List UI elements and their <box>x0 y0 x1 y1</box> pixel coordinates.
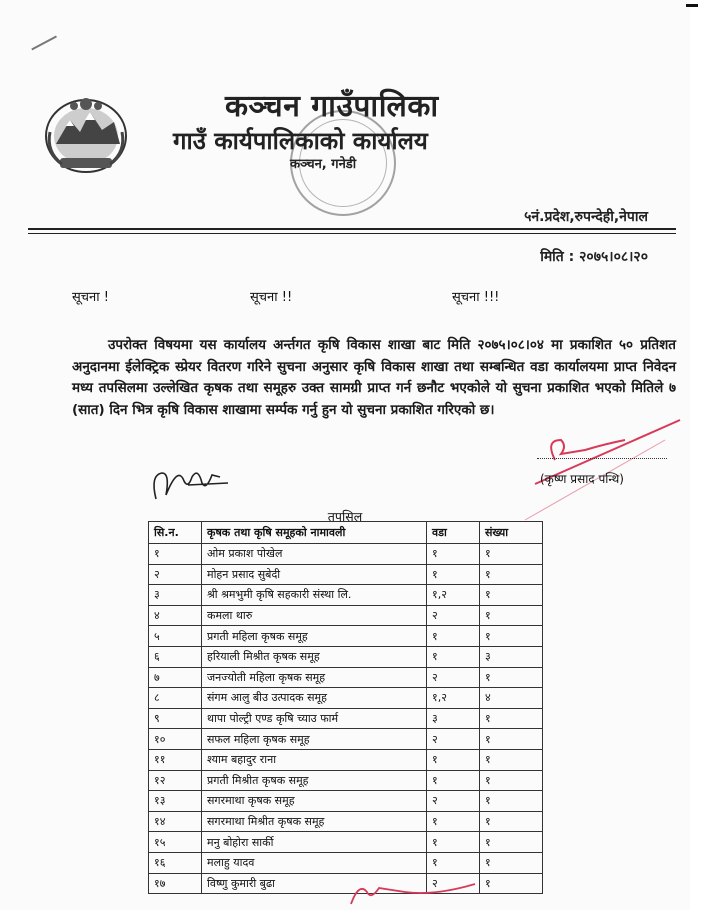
cell-count: १ <box>480 873 543 894</box>
cell-count: १ <box>480 564 543 585</box>
cell-serial: १० <box>149 729 202 750</box>
table-row <box>149 667 543 688</box>
cell-name: ओम प्रकाश पोखेल <box>202 544 427 565</box>
cell-name: प्रगती मिश्रीत कृषक समूह <box>202 770 427 791</box>
cell-ward: १ <box>427 832 480 853</box>
table-row <box>149 852 543 873</box>
cell-count: ३ <box>480 646 543 667</box>
cell-serial: ६ <box>149 646 202 667</box>
cell-name: मलाहु यादव <box>202 852 427 873</box>
cell-name: मनु बोहोरा सार्की <box>202 832 427 853</box>
cell-serial: १३ <box>149 791 202 812</box>
notice-label-2: सूचना !! <box>250 290 293 305</box>
table-row <box>149 832 543 853</box>
cell-ward: १ <box>427 626 480 647</box>
office-place: कञ्चन, गनेडी <box>290 157 357 172</box>
handwritten-signature-left <box>148 455 233 505</box>
office-name: कञ्चन गाउँपालिका <box>225 89 439 124</box>
cell-name: सफल महिला कृषक समूह <box>202 729 427 750</box>
cell-name: संगम आलु बीउ उत्पादक समूह <box>202 688 427 709</box>
pen-scratch <box>31 36 56 50</box>
cell-ward: १,२ <box>427 585 480 606</box>
cell-serial: ८ <box>149 688 202 709</box>
table-row <box>149 749 543 770</box>
cell-count: १ <box>480 585 543 606</box>
cell-count: १ <box>480 791 543 812</box>
handwritten-signature-bottom <box>345 878 485 910</box>
notice-date: मिति : २०७५।०८।२० <box>540 249 648 265</box>
cell-count: १ <box>480 544 543 565</box>
cell-name: जनज्योती महिला कृषक समूह <box>202 667 427 688</box>
cell-name: विष्णु कुमारी बुढा <box>202 873 427 894</box>
cell-name: थापा पोल्ट्री एण्ड कृषि च्याउ फार्म <box>202 708 427 729</box>
cell-name: प्रगती महिला कृषक समूह <box>202 626 427 647</box>
cell-count: १ <box>480 852 543 873</box>
cell-serial: १५ <box>149 832 202 853</box>
cell-serial: १२ <box>149 770 202 791</box>
cell-ward: २ <box>427 791 480 812</box>
nepal-emblem-icon <box>40 92 132 178</box>
cell-ward: १ <box>427 749 480 770</box>
cell-count: १ <box>480 605 543 626</box>
table-row <box>149 791 543 812</box>
cell-ward: १ <box>427 544 480 565</box>
header-ward: वडा <box>427 522 480 544</box>
signature-line <box>537 458 667 459</box>
cell-ward: १ <box>427 770 480 791</box>
table-row <box>149 544 543 565</box>
cell-ward: १,२ <box>427 688 480 709</box>
table-header-row <box>149 522 543 544</box>
notice-body: उपरोक्त विषयमा यस कार्यालय अर्न्तगत कृषि विकास शाखा बाट मिति २०७५।०८।०४ मा प्रकाशित ५० प्रतिशत अनुदानमा ईलेक्ट्रिक स्प्रेयर वितरण गरिने सुचना अनुसार कृषि विकास शाखा तथा सम्बन्धित वडा कार्यालयमा प्राप्त निवेदन मध्य तपसिलमा उल्लेखित कृषक तथा समूहरु उक्त सामग्री प्राप्त गर्न छनौट भएकोले यो सुचना प्रकाशित भएको मितिले ७ (सात) दिन भित्र कृषि विकास शाखामा सर्म्पक गर्नु हुन यो सुचना प्रकाशित गरिएको छ। <box>72 337 676 418</box>
cell-ward: १ <box>427 852 480 873</box>
cell-serial: १७ <box>149 873 202 894</box>
header-name: कृषक तथा कृषि समूहको नामावली <box>202 522 427 544</box>
table-row <box>149 646 543 667</box>
table-row <box>149 688 543 709</box>
cell-ward: १ <box>427 564 480 585</box>
cell-name: श्याम बहादुर राना <box>202 749 427 770</box>
edge-mark <box>686 4 698 7</box>
table-row <box>149 708 543 729</box>
cell-name: मोहन प्रसाद सुबेदी <box>202 564 427 585</box>
header-rule-thin <box>28 233 676 234</box>
beneficiary-table <box>148 521 543 894</box>
address-line: ५नं.प्रदेश,रुपन्देही,नेपाल <box>524 209 648 225</box>
table-row <box>149 626 543 647</box>
notice-label-3: सूचना !!! <box>452 290 500 305</box>
cell-serial: ४ <box>149 605 202 626</box>
cell-name: श्री श्रमभुमी कृषि सहकारी संस्था लि. <box>202 585 427 606</box>
signatory-name: (कृष्ण प्रसाद पन्थि) <box>540 472 624 486</box>
cell-count: १ <box>480 811 543 832</box>
cell-count: १ <box>480 770 543 791</box>
office-subtitle: गाउँ कार्यपालिकाको कार्यालय <box>173 126 428 155</box>
cell-name: कमला थारु <box>202 605 427 626</box>
cell-ward: २ <box>427 873 480 894</box>
cell-name: सगरमाथा कृषक समूह <box>202 791 427 812</box>
cell-ward: २ <box>427 729 480 750</box>
table-row <box>149 605 543 626</box>
cell-ward: २ <box>427 667 480 688</box>
cell-ward: ३ <box>427 708 480 729</box>
cell-serial: ५ <box>149 626 202 647</box>
cell-count: १ <box>480 729 543 750</box>
cell-serial: १४ <box>149 811 202 832</box>
cell-serial: ११ <box>149 749 202 770</box>
cell-name: हरियाली मिश्रीत कृषक समूह <box>202 646 427 667</box>
cell-count: १ <box>480 832 543 853</box>
cell-name: सगरमाथा मिश्रीत कृषक समूह <box>202 811 427 832</box>
cell-count: ४ <box>480 688 543 709</box>
header-serial: सि.न. <box>149 522 202 544</box>
cell-count: १ <box>480 708 543 729</box>
table-row <box>149 811 543 832</box>
table-caption: तपसिल <box>327 509 363 524</box>
cell-count: १ <box>480 749 543 770</box>
cell-serial: २ <box>149 564 202 585</box>
cell-count: १ <box>480 626 543 647</box>
cell-serial: ९ <box>149 708 202 729</box>
cell-serial: ३ <box>149 585 202 606</box>
header-count: संख्या <box>480 522 543 544</box>
table-row <box>149 729 543 750</box>
cell-count: १ <box>480 667 543 688</box>
table-row <box>149 585 543 606</box>
cell-serial: ७ <box>149 667 202 688</box>
cell-serial: १६ <box>149 852 202 873</box>
notice-label-1: सूचना ! <box>72 290 109 305</box>
table-row <box>149 564 543 585</box>
cell-ward: २ <box>427 605 480 626</box>
table-row <box>149 770 543 791</box>
cell-ward: १ <box>427 811 480 832</box>
cell-serial: १ <box>149 544 202 565</box>
header-rule <box>28 228 676 230</box>
cell-ward: १ <box>427 646 480 667</box>
